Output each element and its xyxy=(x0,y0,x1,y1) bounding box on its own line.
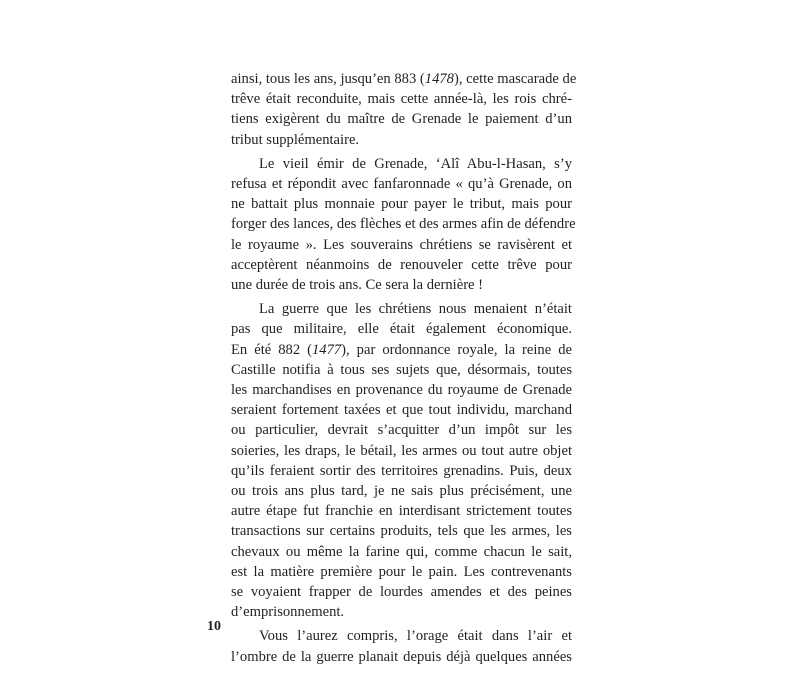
text-line: Castille notifia à tous ses sujets que, désormais, toutes xyxy=(231,361,572,378)
text-line: le royaume ». Les souverains chrétiens se ravisèrent et xyxy=(231,236,572,253)
page-number: 10 xyxy=(207,619,221,634)
text-line: Le vieil émir de Grenade, ‘Alî Abu-l-Hasan, s’y xyxy=(259,155,572,172)
paragraph-4 xyxy=(231,626,572,666)
text-line: ainsi, tous les ans, jusqu’en 883 (1478), cette mascarade de xyxy=(231,71,577,87)
text-line: d’emprisonnement. xyxy=(231,604,345,621)
text-line: pas que militaire, elle était également économique. xyxy=(231,321,572,338)
paragraph-2 xyxy=(231,154,576,295)
text-line: acceptèrent néanmoins de renouveler cette trêve pour xyxy=(231,256,572,273)
text-line: refusa et répondit avec fanfaronnade « qu’à Grenade, on xyxy=(231,176,572,193)
text-line: soieries, les draps, le bétail, les armes ou tout autre objet xyxy=(231,442,572,459)
text-line: l’ombre de la guerre planait depuis déjà quelques années xyxy=(231,648,572,665)
text-line: qu’ils feraient sortir des territoires grenadins. Puis, deux xyxy=(231,462,572,479)
text-line: transactions sur certains produits, tels que les armes, les xyxy=(231,523,572,540)
text-line: se voyaient frapper de lourdes amendes et des peines xyxy=(231,584,572,601)
text-line: ne battait plus monnaie pour payer le tribut, mais pour xyxy=(231,196,572,213)
text-line: seraient fortement taxées et que tout individu, marchand xyxy=(231,402,572,419)
text-line: tribut supplémentaire. xyxy=(231,131,360,148)
text-line: ou trois ans plus tard, je ne sais plus précisément, une xyxy=(231,483,572,500)
text-line: chevaux ou même la farine qui, comme chacun le sait, xyxy=(231,543,572,560)
text-line: est la matière première pour le pain. Les contrevenants xyxy=(231,563,572,580)
paragraph-1 xyxy=(231,69,577,150)
text-line: La guerre que les chrétiens nous menaient n’était xyxy=(259,301,572,318)
text-line: forger des lances, des flèches et des armes afin de défendre xyxy=(231,216,576,233)
text-line: Vous l’aurez compris, l’orage était dans l’air et xyxy=(259,628,572,645)
text-line: une durée de trois ans. Ce sera la dernière ! xyxy=(231,277,484,294)
text-line: les marchandises en provenance du royaume de Grenade xyxy=(231,382,572,399)
text-line: En été 882 (1477), par ordonnance royale, la reine de xyxy=(231,341,572,358)
text-line: autre étape fut franchie en interdisant strictement toutes xyxy=(231,503,572,520)
paragraph-3 xyxy=(231,299,572,622)
body-text xyxy=(231,69,577,671)
text-line: ou particulier, devrait s’acquitter d’un impôt sur les xyxy=(231,422,572,439)
text-line: trêve était reconduite, mais cette année-là, les rois chré- xyxy=(231,91,572,108)
text-line: tiens exigèrent du maître de Grenade le paiement d’un xyxy=(231,111,572,128)
